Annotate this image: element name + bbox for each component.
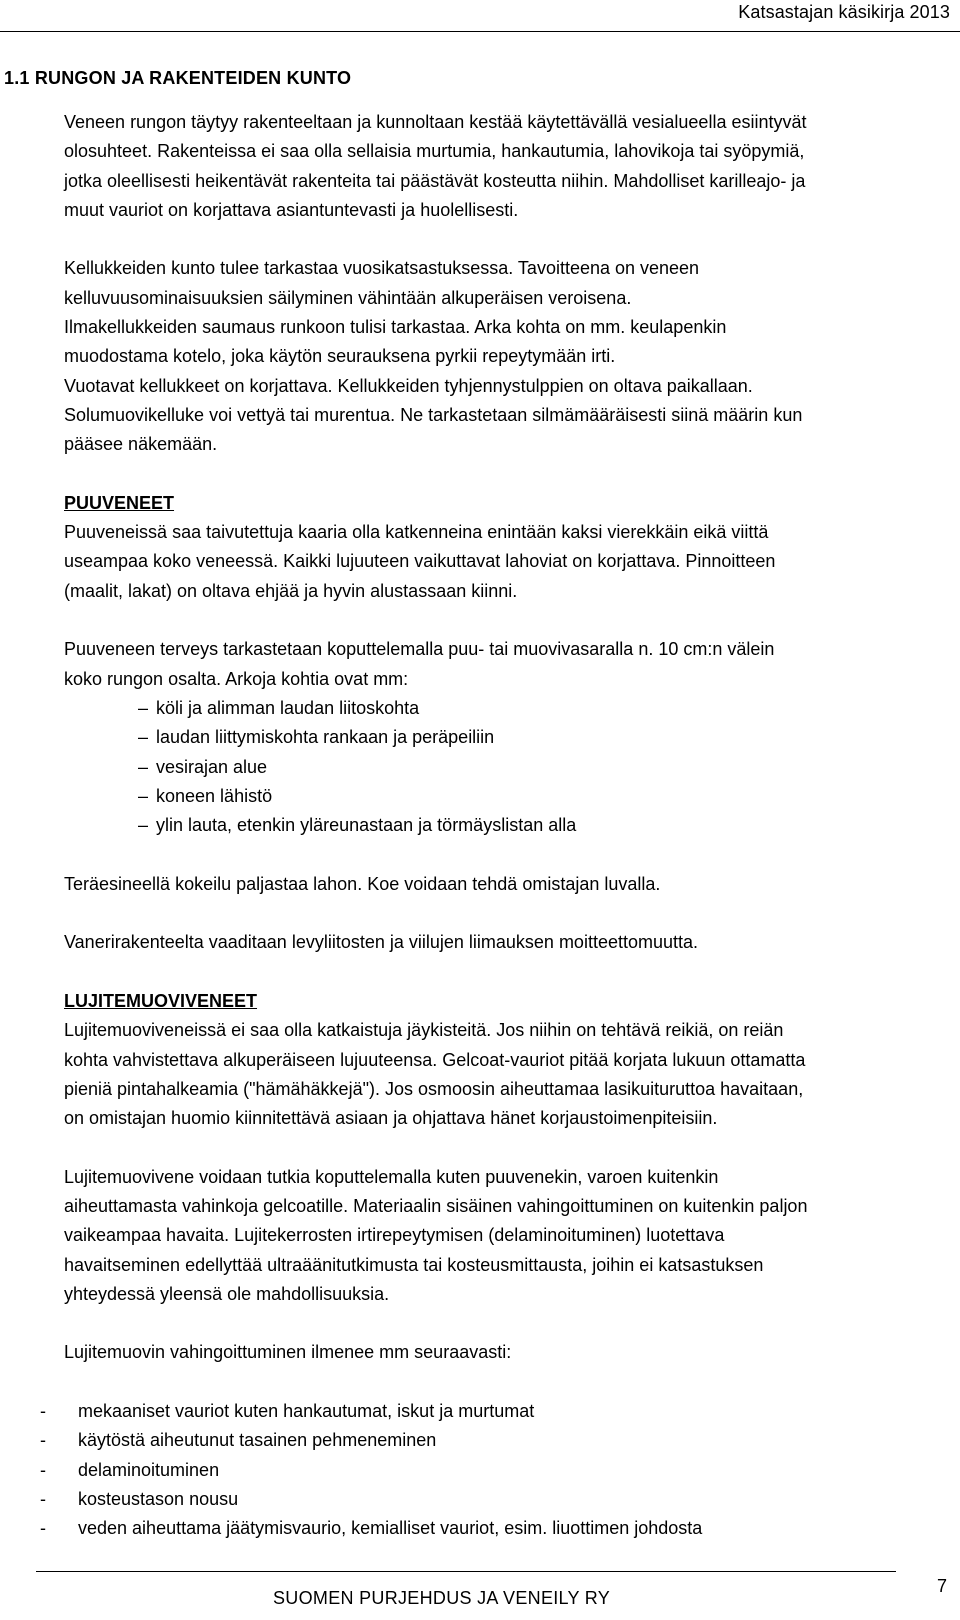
list-item-text: köli ja alimman laudan liitoskohta <box>156 697 420 718</box>
paragraph-fiberglass-boats <box>64 987 944 1133</box>
paragraph-wood-inspection <box>64 635 944 694</box>
dash-bullet: – <box>138 815 149 836</box>
text-line: Ilmakellukkeiden saumaus runkoon tulisi tarkastaa. Arka kohta on mm. keulapenkin <box>64 317 727 338</box>
list-item <box>40 1426 944 1455</box>
list-item <box>40 1456 944 1485</box>
text-line: Vuotavat kellukkeet on korjattava. Kellukkeiden tyhjennystulppien on oltava paikallaan. <box>64 375 753 396</box>
list-item-text: kosteustason nousu <box>78 1488 239 1509</box>
hyphen-bullet: - <box>40 1488 46 1509</box>
paragraph-hull-condition <box>64 108 944 225</box>
list-item <box>40 1514 944 1543</box>
hyphen-bullet: - <box>40 1518 46 1539</box>
footer-divider <box>36 1571 896 1572</box>
list-item <box>40 1485 944 1514</box>
dash-bullet: – <box>138 785 149 806</box>
text-line: (maalit, lakat) on oltava ehjää ja hyvin alustassaan kiinni. <box>64 580 518 601</box>
text-line: yhteydessä yleensä ole mahdollisuuksia. <box>64 1283 390 1304</box>
list-item-text: koneen lähistö <box>156 785 273 806</box>
page-number: 7 <box>936 1576 947 1596</box>
text-line: Teräesineellä kokeilu paljastaa lahon. Koe voidaan tehdä omistajan luvalla. <box>64 873 661 894</box>
list-item <box>138 694 944 723</box>
text-line: jotka oleellisesti heikentävät rakenteita tai päästävät kosteutta niihin. Mahdolliset karilleajo- ja <box>64 170 806 191</box>
text-line: kohta vahvistettava alkuperäiseen lujuuteensa. Gelcoat-vauriot pitää korjata lukuun ottamatta <box>64 1049 806 1070</box>
list-item <box>138 782 944 811</box>
list-item-text: käytöstä aiheutunut tasainen pehmeneminen <box>78 1430 437 1451</box>
text-line: Vanerirakenteelta vaaditaan levyliitosten ja viilujen liimauksen moitteettomuutta. <box>64 932 699 953</box>
list-item-text: laudan liittymiskohta rankaan ja peräpeiliin <box>156 727 495 748</box>
dash-bullet: – <box>138 727 149 748</box>
dash-bullet: – <box>138 756 149 777</box>
document-title: Katsastajan käsikirja 2013 <box>738 2 950 22</box>
text-line: olosuhteet. Rakenteissa ei saa olla sellaisia murtumia, hankautumia, lahovikoja tai syöpymiä, <box>64 141 805 162</box>
list-item-text: veden aiheuttama jäätymisvaurio, kemialliset vauriot, esim. liuottimen johdosta <box>78 1518 703 1539</box>
document-body <box>40 108 944 1544</box>
text-line: muodostama kotelo, joka käytön seurauksena pyrkii repeytymään irti. <box>64 346 616 367</box>
paragraph-damage-intro <box>64 1338 944 1367</box>
text-line: koko rungon osalta. Arkoja kohtia ovat mm: <box>64 668 409 689</box>
hyphen-bullet: - <box>40 1430 46 1451</box>
text-line: Puuveneissä saa taivutettuja kaaria olla katkenneina enintään kaksi vierekkäin eikä viittä <box>64 522 769 543</box>
paragraph-steel-test <box>64 870 944 899</box>
text-line: useampaa koko veneessä. Kaikki lujuuteen vaikuttavat lahoviat on korjattava. Pinnoitteen <box>64 551 776 572</box>
subheading-wooden-boats: PUUVENEET <box>64 492 175 513</box>
text-line: Lujitemuoviveneissä ei saa olla katkaistuja jäykisteitä. Jos niihin on tehtävä reikiä, on reiän <box>64 1020 784 1041</box>
hyphen-bullet: - <box>40 1459 46 1480</box>
subheading-fiberglass-boats: LUJITEMUOVIVENEET <box>64 990 258 1011</box>
footer-organization: SUOMEN PURJEHDUS JA VENEILY RY <box>273 1588 611 1608</box>
paragraph-wooden-boats <box>64 489 944 606</box>
paragraph-plywood <box>64 928 944 957</box>
text-line: muut vauriot on korjattava asiantuntevasti ja huolellisesti. <box>64 199 519 220</box>
text-line: vaikeampaa havaita. Lujitekerrosten irtirepeytymisen (delaminoituminen) luotettava <box>64 1225 725 1246</box>
text-line: on omistajan huomio kiinnitettävä asiaan ja ohjattava hänet korjaustoimenpiteisiin. <box>64 1108 718 1129</box>
hyphen-bullet: - <box>40 1401 46 1422</box>
dash-bullet: – <box>138 697 149 718</box>
list-item <box>40 1397 944 1426</box>
list-item-text: vesirajan alue <box>156 756 268 777</box>
list-item-text: ylin lauta, etenkin yläreunastaan ja törmäyslistan alla <box>156 815 577 836</box>
paragraph-fiberglass-inspection <box>64 1163 944 1309</box>
text-line: Kellukkeiden kunto tulee tarkastaa vuosikatsastuksessa. Tavoitteena on veneen <box>64 258 700 279</box>
header-divider <box>0 31 960 32</box>
damage-types-list <box>40 1397 944 1543</box>
list-item <box>138 723 944 752</box>
text-line: havaitseminen edellyttää ultraäänitutkimusta tai kosteusmittausta, joihin ei katsastuksen <box>64 1254 764 1275</box>
text-line: Solumuovikelluke voi vettyä tai murentua. Ne tarkastetaan silmämääräisesti siinä määrin kun <box>64 404 803 425</box>
text-line: aiheuttamasta vahinkoja gelcoatille. Materiaalin sisäinen vahingoittuminen on kuitenkin paljon <box>64 1195 808 1216</box>
text-line: pieniä pintahalkeamia ("hämähäkkejä"). Jos osmoosin aiheuttamaa lasikuituruttoa havaitaan, <box>64 1078 804 1099</box>
sensitive-areas-list <box>64 694 944 840</box>
text-line: pääsee näkemään. <box>64 434 218 455</box>
section-heading: 1.1 RUNGON JA RAKENTEIDEN KUNTO <box>4 68 352 88</box>
text-line: Lujitemuovivene voidaan tutkia koputtelemalla kuten puuvenekin, varoen kuitenkin <box>64 1166 719 1187</box>
text-line: kelluvuusominaisuuksien säilyminen vähintään alkuperäisen veroisena. <box>64 287 632 308</box>
list-item-text: delaminoituminen <box>78 1459 220 1480</box>
list-item <box>138 753 944 782</box>
list-item-text: mekaaniset vauriot kuten hankautumat, iskut ja murtumat <box>78 1401 535 1422</box>
text-line: Lujitemuovin vahingoittuminen ilmenee mm seuraavasti: <box>64 1342 512 1363</box>
text-line: Puuveneen terveys tarkastetaan koputtelemalla puu- tai muovivasaralla n. 10 cm:n välein <box>64 639 775 660</box>
text-line: Veneen rungon täytyy rakenteeltaan ja kunnoltaan kestää käytettävällä vesialueella esiintyvät <box>64 112 807 132</box>
list-item <box>138 811 944 840</box>
paragraph-floats <box>64 254 944 459</box>
